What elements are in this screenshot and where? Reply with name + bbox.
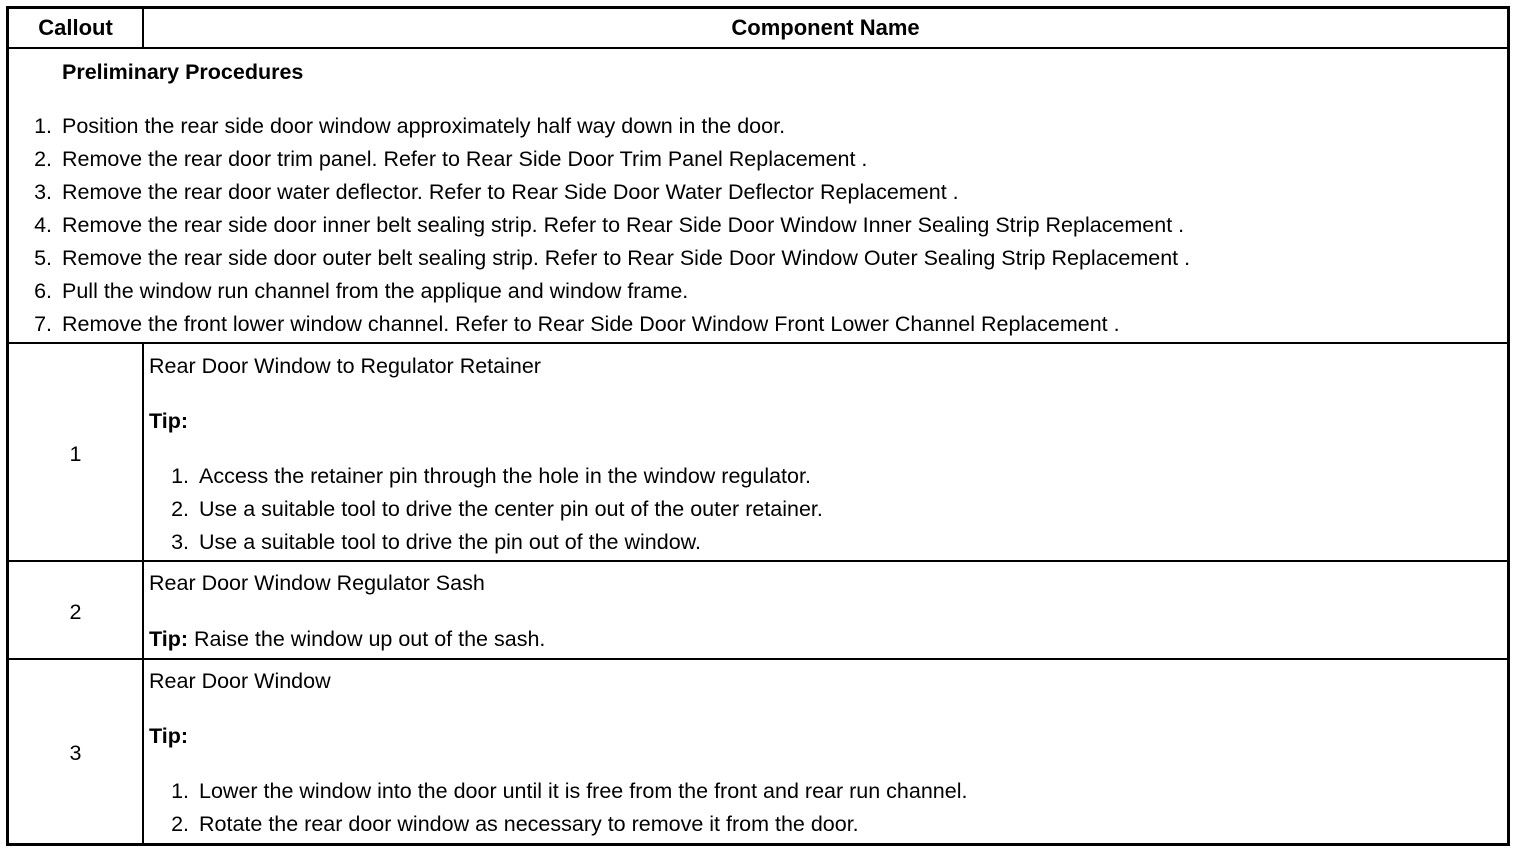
step-text: Remove the rear side door inner belt sealing strip. Refer to Rear Side Door Window Inner Sealing Strip Replacement . — [62, 213, 1185, 237]
step-number: 3. — [171, 530, 189, 554]
preliminary-step — [26, 245, 1190, 271]
preliminary-step — [26, 311, 1120, 337]
step-text: Lower the window into the door until it is free from the front and rear run channel. — [199, 779, 968, 803]
step-number: 1. — [171, 464, 189, 488]
preliminary-title: Preliminary Procedures — [62, 60, 304, 84]
step-text: Position the rear side door window approximately half way down in the door. — [62, 114, 786, 138]
tip-label: Tip: — [149, 724, 189, 748]
component-name-header: Component Name — [731, 15, 920, 40]
step-number: 4. — [34, 213, 52, 237]
component-name: Rear Door Window to Regulator Retainer — [149, 354, 541, 378]
step-text: Use a suitable tool to drive the center pin out of the outer retainer. — [199, 497, 823, 521]
tip-label: Tip: — [149, 409, 189, 433]
tip-step — [163, 778, 967, 804]
callout-number: 1 — [69, 442, 82, 466]
step-number: 7. — [34, 312, 52, 336]
step-text: Remove the rear door trim panel. Refer to Rear Side Door Trim Panel Replacement . — [62, 147, 868, 171]
callout-number: 3 — [69, 741, 82, 765]
step-number: 1. — [34, 114, 52, 138]
step-text: Rotate the rear door window as necessary to remove it from the door. — [199, 812, 859, 836]
header-divider — [9, 47, 1507, 49]
preliminary-step — [26, 278, 688, 304]
tip-text: Raise the window up out of the sash. — [188, 627, 546, 651]
step-number: 6. — [34, 279, 52, 303]
step-number: 2. — [34, 147, 52, 171]
preliminary-step — [26, 179, 959, 205]
row-divider-3 — [9, 658, 1507, 660]
component-name: Rear Door Window — [149, 669, 331, 693]
callout-header: Callout — [38, 15, 113, 40]
tip-step — [163, 463, 811, 489]
preliminary-step — [26, 212, 1184, 238]
tip-line — [149, 626, 545, 652]
callout-number: 2 — [69, 600, 82, 624]
step-text: Remove the rear door water deflector. Refer to Rear Side Door Water Deflector Replacement . — [62, 180, 959, 204]
tip-label: Tip: — [149, 627, 189, 651]
preliminary-step — [26, 113, 785, 139]
row-divider-2 — [9, 560, 1507, 562]
component-name: Rear Door Window Regulator Sash — [149, 571, 485, 595]
tip-step — [163, 496, 823, 522]
procedure-table — [6, 6, 1510, 846]
step-number: 2. — [171, 497, 189, 521]
step-text: Remove the rear side door outer belt sealing strip. Refer to Rear Side Door Window Outer Sealing Strip Replacement . — [62, 246, 1191, 270]
tip-step — [163, 529, 701, 555]
step-number: 1. — [171, 779, 189, 803]
tip-step — [163, 811, 859, 837]
step-text: Use a suitable tool to drive the pin out of the window. — [199, 530, 701, 554]
step-text: Pull the window run channel from the applique and window frame. — [62, 279, 689, 303]
step-number: 2. — [171, 812, 189, 836]
row-divider-1 — [9, 342, 1507, 344]
column-divider-body — [142, 342, 144, 843]
step-number: 3. — [34, 180, 52, 204]
step-text: Remove the front lower window channel. Refer to Rear Side Door Window Front Lower Channel Replacement . — [62, 312, 1120, 336]
preliminary-step — [26, 146, 867, 172]
step-text: Access the retainer pin through the hole in the window regulator. — [199, 464, 811, 488]
step-number: 5. — [34, 246, 52, 270]
